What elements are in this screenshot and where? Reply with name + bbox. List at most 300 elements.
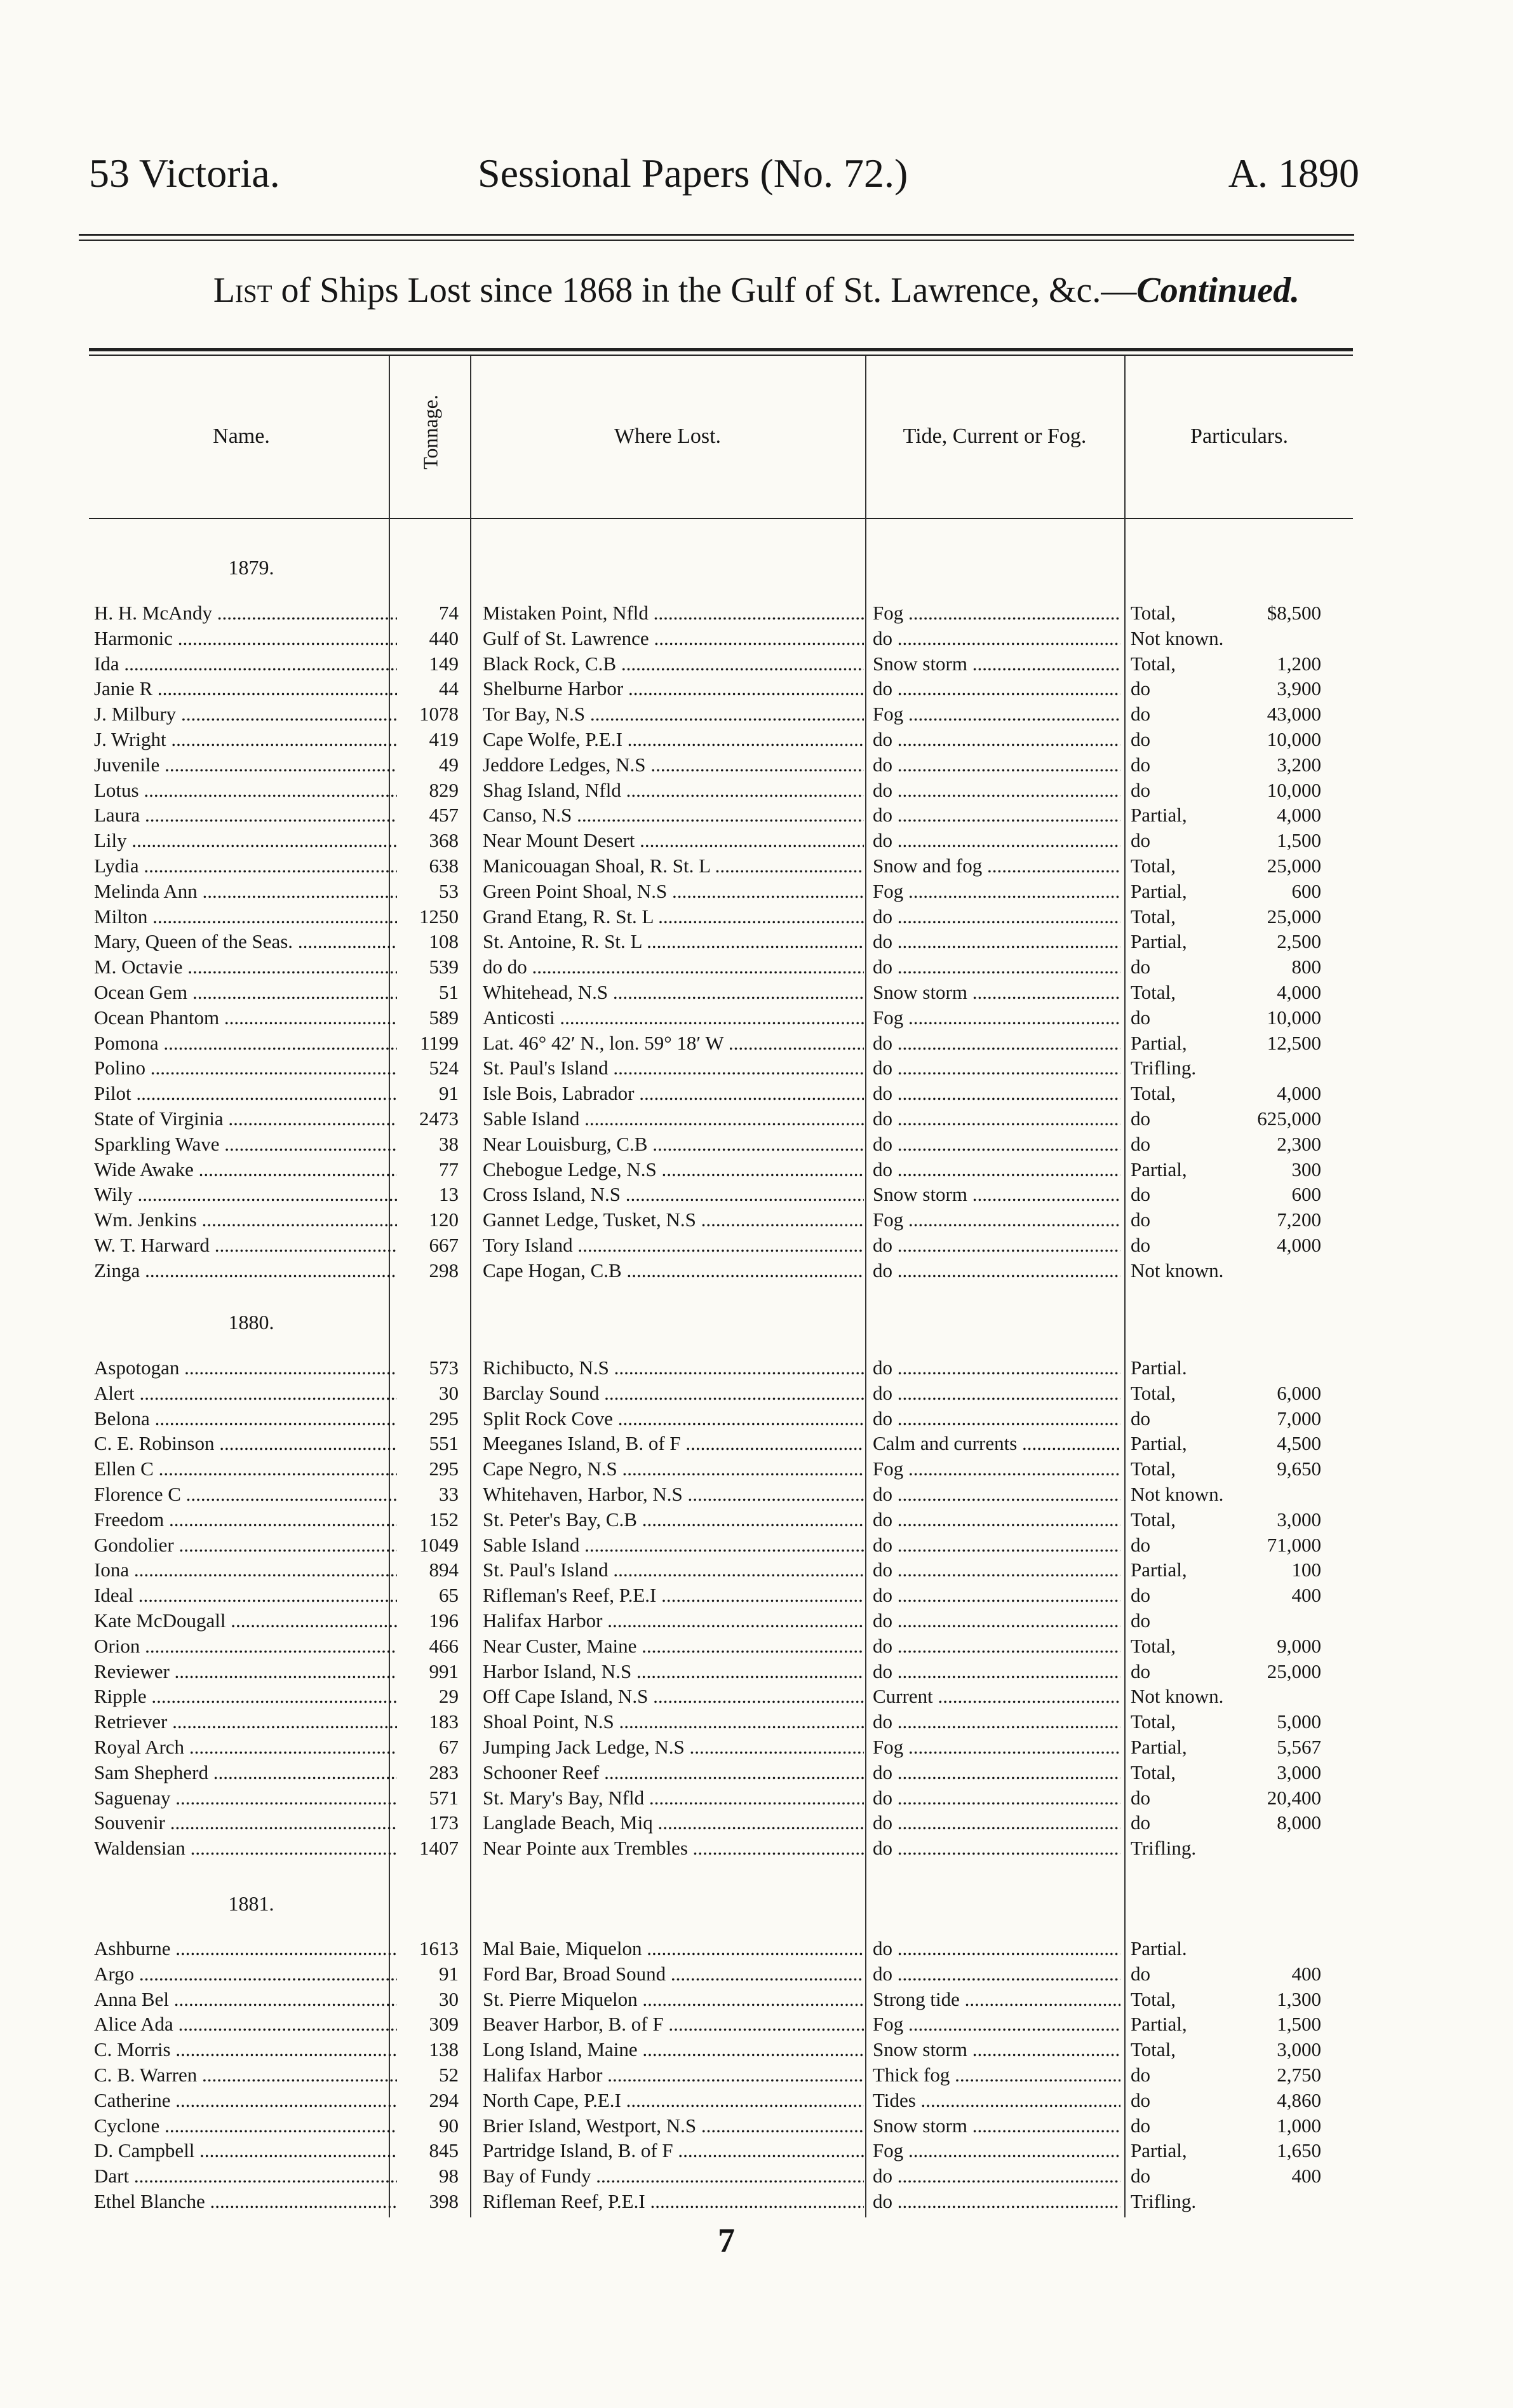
loss-amount: [1194, 929, 1321, 954]
ship-name-text: Cyclone .....: [94, 2114, 397, 2137]
ship-name-text: Ellen C .....: [94, 1458, 397, 1480]
loss-amount: [1194, 2012, 1321, 2037]
loss-amount: [1194, 2113, 1321, 2139]
loss-amount: [1194, 1005, 1321, 1031]
tide-current-fog-text: Fog .....: [873, 1458, 1120, 1480]
particulars-text: do: [1131, 956, 1150, 978]
where-lost: [483, 1258, 864, 1283]
table-row: [0, 626, 1513, 651]
tonnage-text: 298: [429, 1259, 459, 1282]
particulars-text: Partial.: [1131, 1356, 1187, 1379]
loss-amount-text: 2,750: [1277, 2064, 1321, 2086]
loss-amount: [1194, 1634, 1321, 1659]
tide-current-fog: [873, 1482, 1120, 1507]
table-row: [0, 752, 1513, 778]
loss-amount-text: 4,000: [1277, 804, 1321, 826]
tonnage-text: 829: [429, 779, 459, 801]
tide-current-fog-text: do .....: [873, 779, 1120, 801]
tonnage-text: 2473: [419, 1107, 459, 1130]
where-lost-text: Jeddore Ledges, N.S .....: [483, 754, 864, 776]
particulars-text: Not known.: [1131, 1685, 1224, 1707]
table-row: [0, 879, 1513, 904]
table-row: [0, 1132, 1513, 1157]
loss-amount-text: 7,200: [1277, 1208, 1321, 1231]
where-lost: [483, 1987, 864, 2012]
tonnage-text: 894: [429, 1559, 459, 1581]
particulars-text: do: [1131, 2089, 1150, 2111]
particulars: [1131, 1836, 1315, 1861]
ship-name: [94, 778, 397, 803]
loss-amount-text: 300: [1291, 1158, 1321, 1180]
tide-current-fog: [873, 929, 1120, 954]
loss-amount: [1194, 1760, 1321, 1785]
tide-current-fog-text: do .....: [873, 627, 1120, 649]
where-lost-text: Shag Island, Nfld .....: [483, 779, 864, 801]
particulars-text: Partial,: [1131, 1736, 1187, 1758]
tide-current-fog-text: do .....: [873, 905, 1120, 928]
ship-name-text: Lydia .....: [94, 855, 397, 877]
tonnage: [394, 626, 459, 651]
tide-current-fog: [873, 1532, 1120, 1558]
tonnage: [394, 1785, 459, 1811]
loss-amount-text: 2,300: [1277, 1133, 1321, 1155]
loss-amount: [1194, 1132, 1321, 1157]
tonnage-text: 152: [429, 1508, 459, 1531]
table-row: [0, 2062, 1513, 2088]
tide-current-fog-text: Calm and currents .....: [873, 1432, 1120, 1454]
ship-name-text: Mary, Queen of the Seas. .....: [94, 930, 397, 952]
tonnage: [394, 1608, 459, 1634]
tonnage-text: 991: [429, 1660, 459, 1682]
tonnage: [394, 2012, 459, 2037]
where-lost-text: Mistaken Point, Nfld .....: [483, 602, 864, 624]
particulars-text: Partial,: [1131, 1032, 1187, 1054]
loss-amount: [1194, 1583, 1321, 1608]
loss-amount-text: 4,000: [1277, 1082, 1321, 1104]
where-lost: [483, 1055, 864, 1081]
tide-current-fog: [873, 2163, 1120, 2189]
loss-amount-text: 4,860: [1277, 2089, 1321, 2111]
ship-name-text: Gondolier .....: [94, 1534, 397, 1556]
tonnage: [394, 802, 459, 828]
where-lost: [483, 1081, 864, 1106]
particulars-text: Partial.: [1131, 1937, 1187, 1959]
year-heading: 1879.: [228, 556, 274, 579]
particulars-text: Total,: [1131, 1635, 1176, 1657]
tide-current-fog: [873, 1005, 1120, 1031]
particulars-text: do: [1131, 2064, 1150, 2086]
tide-current-fog: [873, 1608, 1120, 1634]
ship-name-text: Iona .....: [94, 1559, 397, 1581]
particulars-text: Partial,: [1131, 2013, 1187, 2035]
ship-name-text: Lily .....: [94, 829, 397, 851]
tonnage: [394, 1157, 459, 1182]
ship-name-text: Polino .....: [94, 1057, 397, 1079]
tonnage-text: 309: [429, 2013, 459, 2035]
tonnage: [394, 1182, 459, 1207]
where-lost-text: Cape Negro, N.S .....: [483, 1458, 864, 1480]
tide-current-fog-text: Fog .....: [873, 2139, 1120, 2161]
ship-name-text: Freedom .....: [94, 1508, 397, 1531]
loss-amount: [1194, 980, 1321, 1005]
tide-current-fog: [873, 1355, 1120, 1381]
particulars-text: Not known.: [1131, 627, 1224, 649]
ship-name-text: Pomona .....: [94, 1032, 397, 1054]
where-lost-text: do do .....: [483, 956, 864, 978]
where-lost: [483, 1031, 864, 1056]
column-header-tide: Tide, Current or Fog.: [903, 424, 1087, 448]
loss-amount: [1194, 2088, 1321, 2113]
loss-amount: [1194, 1157, 1321, 1182]
table-row: [0, 954, 1513, 980]
where-lost-text: Tor Bay, N.S .....: [483, 703, 864, 725]
particulars-text: do: [1131, 1609, 1150, 1632]
tide-current-fog-text: do .....: [873, 1032, 1120, 1054]
loss-amount: [1194, 1987, 1321, 2012]
tide-current-fog: [873, 1031, 1120, 1056]
header-year: A. 1890: [1228, 151, 1359, 196]
tide-current-fog-text: do .....: [873, 1107, 1120, 1130]
loss-amount-text: 9,650: [1277, 1458, 1321, 1480]
header-rule-top: [79, 234, 1354, 236]
ship-name-text: Royal Arch .....: [94, 1736, 397, 1758]
where-lost-text: North Cape, P.E.I .....: [483, 2089, 864, 2111]
where-lost: [483, 853, 864, 879]
particulars-text: do: [1131, 1107, 1150, 1130]
tide-current-fog: [873, 1659, 1120, 1684]
table-row: [0, 2113, 1513, 2139]
tide-current-fog: [873, 626, 1120, 651]
particulars-text: do: [1131, 703, 1150, 725]
particulars: [1131, 1608, 1315, 1634]
tonnage-text: 53: [439, 880, 459, 902]
particulars-text: do: [1131, 1006, 1150, 1029]
particulars: [1131, 1936, 1315, 1961]
where-lost: [483, 1005, 864, 1031]
table-row: [0, 1836, 1513, 1861]
loss-amount-text: 1,500: [1277, 829, 1321, 851]
particulars-text: Total,: [1131, 1508, 1176, 1531]
tonnage-text: 51: [439, 981, 459, 1003]
tonnage: [394, 929, 459, 954]
where-lost: [483, 1785, 864, 1811]
loss-amount: [1194, 2138, 1321, 2163]
tide-current-fog: [873, 600, 1120, 626]
tonnage: [394, 879, 459, 904]
ship-name-text: Anna Bel .....: [94, 1988, 397, 2010]
where-lost-text: Near Louisburg, C.B .....: [483, 1133, 864, 1155]
ship-name: [94, 929, 397, 954]
ship-name-text: Aspotogan .....: [94, 1356, 397, 1379]
ship-name-text: D. Campbell .....: [94, 2139, 397, 2161]
particulars-text: Total,: [1131, 1988, 1176, 2010]
ship-name-text: W. T. Harward .....: [94, 1234, 397, 1256]
particulars-text: do: [1131, 1534, 1150, 1556]
tonnage: [394, 1355, 459, 1381]
loss-amount-text: 4,000: [1277, 1234, 1321, 1256]
where-lost: [483, 752, 864, 778]
particulars: [1131, 2189, 1315, 2214]
ship-name-text: Sparkling Wave .....: [94, 1133, 397, 1155]
table-row: [0, 1258, 1513, 1283]
particulars-text: do: [1131, 1660, 1150, 1682]
particulars-text: Total,: [1131, 1382, 1176, 1404]
loss-amount-text: 400: [1291, 1584, 1321, 1606]
tonnage: [394, 1258, 459, 1283]
ship-name-text: Ocean Gem .....: [94, 981, 397, 1003]
loss-amount: [1194, 2062, 1321, 2088]
loss-amount: [1194, 828, 1321, 853]
tide-current-fog: [873, 1810, 1120, 1836]
tonnage-text: 295: [429, 1458, 459, 1480]
ship-name: [94, 1157, 397, 1182]
loss-amount-text: 5,000: [1277, 1710, 1321, 1733]
particulars-text: Partial,: [1131, 804, 1187, 826]
tonnage: [394, 1055, 459, 1081]
where-lost-text: St. Antoine, R. St. L .....: [483, 930, 864, 952]
ship-name: [94, 701, 397, 727]
particulars-text: Trifling.: [1131, 1057, 1197, 1079]
particulars-text: do: [1131, 2114, 1150, 2137]
loss-amount-text: 10,000: [1267, 1006, 1321, 1029]
tonnage-text: 13: [439, 1183, 459, 1205]
tonnage: [394, 1583, 459, 1608]
tide-current-fog: [873, 1055, 1120, 1081]
tonnage: [394, 2037, 459, 2062]
loss-amount-text: 9,000: [1277, 1635, 1321, 1657]
tonnage: [394, 1634, 459, 1659]
loss-amount: [1194, 1709, 1321, 1735]
loss-amount-text: 3,000: [1277, 2038, 1321, 2060]
tide-current-fog-text: do .....: [873, 1057, 1120, 1079]
where-lost: [483, 954, 864, 980]
table-row: [0, 778, 1513, 803]
where-lost-text: Jumping Jack Ledge, N.S .....: [483, 1736, 864, 1758]
ship-name: [94, 2062, 397, 2088]
table-row: [0, 1760, 1513, 1785]
tide-current-fog: [873, 1961, 1120, 1987]
ship-name: [94, 600, 397, 626]
tonnage-text: 65: [439, 1584, 459, 1606]
tonnage: [394, 1709, 459, 1735]
tide-current-fog-text: do .....: [873, 1811, 1120, 1834]
tide-current-fog-text: Fog .....: [873, 602, 1120, 624]
tonnage: [394, 1233, 459, 1258]
loss-amount: [1194, 1735, 1321, 1760]
where-lost-text: Lat. 46° 42′ N., lon. 59° 18′ W .....: [483, 1032, 864, 1054]
tide-current-fog: [873, 701, 1120, 727]
particulars-text: Partial,: [1131, 1559, 1187, 1581]
ship-name: [94, 1106, 397, 1132]
tide-current-fog: [873, 1760, 1120, 1785]
where-lost-text: Halifax Harbor .....: [483, 1609, 864, 1632]
tonnage: [394, 904, 459, 930]
ship-name: [94, 2163, 397, 2189]
where-lost: [483, 1431, 864, 1456]
ship-name-text: Retriever .....: [94, 1710, 397, 1733]
tonnage: [394, 1961, 459, 1987]
ship-name-text: Argo .....: [94, 1963, 397, 1985]
tonnage: [394, 1381, 459, 1406]
where-lost: [483, 2189, 864, 2214]
ship-name: [94, 904, 397, 930]
tonnage-text: 539: [429, 956, 459, 978]
tide-current-fog-text: do .....: [873, 1660, 1120, 1682]
loss-amount: [1194, 1207, 1321, 1233]
ship-name-text: Wide Awake .....: [94, 1158, 397, 1180]
loss-amount-text: 10,000: [1267, 779, 1321, 801]
ship-name-text: Wily .....: [94, 1183, 397, 1205]
loss-amount-text: 4,500: [1277, 1432, 1321, 1454]
where-lost: [483, 2163, 864, 2189]
tide-current-fog: [873, 879, 1120, 904]
tonnage: [394, 1081, 459, 1106]
particulars-text: Partial,: [1131, 1158, 1187, 1180]
tonnage-text: 1078: [419, 703, 459, 725]
ship-name: [94, 1482, 397, 1507]
particulars-text: do: [1131, 1208, 1150, 1231]
where-lost-text: Off Cape Island, N.S .....: [483, 1685, 864, 1707]
loss-amount-text: 25,000: [1267, 855, 1321, 877]
particulars-text: Total,: [1131, 602, 1176, 624]
tonnage-text: 1250: [419, 905, 459, 928]
loss-amount-text: 25,000: [1267, 1660, 1321, 1682]
tonnage: [394, 1557, 459, 1583]
loss-amount: [1194, 701, 1321, 727]
tonnage: [394, 1936, 459, 1961]
table-row: [0, 1355, 1513, 1381]
table-row: [0, 904, 1513, 930]
tonnage: [394, 828, 459, 853]
tonnage: [394, 2163, 459, 2189]
tide-current-fog: [873, 1106, 1120, 1132]
ship-name-text: Ocean Phantom .....: [94, 1006, 397, 1029]
table-row: [0, 1583, 1513, 1608]
where-lost: [483, 1233, 864, 1258]
tide-current-fog-text: Fog .....: [873, 880, 1120, 902]
tide-current-fog: [873, 1406, 1120, 1431]
table-row: [0, 1987, 1513, 2012]
loss-amount: [1194, 802, 1321, 828]
tonnage-text: 398: [429, 2190, 459, 2212]
tide-current-fog: [873, 1258, 1120, 1283]
where-lost: [483, 626, 864, 651]
tonnage: [394, 1207, 459, 1233]
where-lost: [483, 1132, 864, 1157]
particulars-text: do: [1131, 1234, 1150, 1256]
where-lost-text: Whitehead, N.S .....: [483, 981, 864, 1003]
loss-amount-text: 1,500: [1277, 2013, 1321, 2035]
table-row: [0, 1005, 1513, 1031]
tide-current-fog: [873, 954, 1120, 980]
particulars-text: Not known.: [1131, 1259, 1224, 1282]
ship-name-text: Orion .....: [94, 1635, 397, 1657]
tide-current-fog-text: Snow and fog .....: [873, 855, 1120, 877]
loss-amount: [1194, 1456, 1321, 1482]
tide-current-fog: [873, 1381, 1120, 1406]
where-lost: [483, 2113, 864, 2139]
table-row: [0, 1482, 1513, 1507]
where-lost-text: Long Island, Maine .....: [483, 2038, 864, 2060]
tonnage: [394, 651, 459, 677]
tide-current-fog: [873, 2012, 1120, 2037]
where-lost: [483, 2088, 864, 2113]
where-lost: [483, 600, 864, 626]
tide-current-fog: [873, 1182, 1120, 1207]
tide-current-fog-text: do .....: [873, 1559, 1120, 1581]
tonnage-text: 440: [429, 627, 459, 649]
tide-current-fog: [873, 1557, 1120, 1583]
ship-name: [94, 1355, 397, 1381]
loss-amount: [1194, 600, 1321, 626]
tide-current-fog: [873, 2088, 1120, 2113]
particulars-text: Partial,: [1131, 2139, 1187, 2161]
tide-current-fog: [873, 1507, 1120, 1532]
loss-amount: [1194, 1785, 1321, 1811]
ship-name-text: Reviewer .....: [94, 1660, 397, 1682]
tonnage: [394, 2189, 459, 2214]
table-row: [0, 2012, 1513, 2037]
where-lost: [483, 1507, 864, 1532]
where-lost: [483, 802, 864, 828]
particulars-text: Total,: [1131, 855, 1176, 877]
ship-name-text: Florence C .....: [94, 1483, 397, 1505]
ship-name-text: Pilot .....: [94, 1082, 397, 1104]
where-lost: [483, 1936, 864, 1961]
tonnage: [394, 2138, 459, 2163]
where-lost: [483, 676, 864, 701]
particulars-text: Total,: [1131, 2038, 1176, 2060]
loss-amount: [1194, 1507, 1321, 1532]
particulars-text: Partial,: [1131, 930, 1187, 952]
tonnage-text: 120: [429, 1208, 459, 1231]
tide-current-fog-text: do .....: [873, 1407, 1120, 1430]
table-row: [0, 1406, 1513, 1431]
tonnage: [394, 1106, 459, 1132]
ship-name: [94, 2113, 397, 2139]
particulars-text: Trifling.: [1131, 2190, 1197, 2212]
where-lost-text: Green Point Shoal, N.S .....: [483, 880, 864, 902]
ship-name: [94, 1709, 397, 1735]
ship-name: [94, 1031, 397, 1056]
where-lost: [483, 1557, 864, 1583]
tide-current-fog-text: do .....: [873, 1609, 1120, 1632]
where-lost-text: Tory Island .....: [483, 1234, 864, 1256]
header-rule-bottom: [79, 240, 1354, 241]
tonnage: [394, 752, 459, 778]
tide-current-fog-text: do .....: [873, 1963, 1120, 1985]
tonnage-text: 589: [429, 1006, 459, 1029]
tide-current-fog: [873, 980, 1120, 1005]
particulars-text: do: [1131, 1584, 1150, 1606]
tide-current-fog-text: do .....: [873, 1837, 1120, 1859]
loss-amount-text: 1,300: [1277, 1988, 1321, 2010]
loss-amount-text: 400: [1291, 2165, 1321, 2187]
tonnage: [394, 1760, 459, 1785]
ship-name-text: H. H. McAndy .....: [94, 602, 397, 624]
ship-name-text: Alice Ada .....: [94, 2013, 397, 2035]
tide-current-fog: [873, 2037, 1120, 2062]
where-lost: [483, 2037, 864, 2062]
particulars-text: Total,: [1131, 1082, 1176, 1104]
where-lost-text: Shoal Point, N.S .....: [483, 1710, 864, 1733]
ship-name: [94, 1456, 397, 1482]
ship-name-text: Catherine .....: [94, 2089, 397, 2111]
loss-amount: [1194, 1233, 1321, 1258]
tonnage-text: 283: [429, 1761, 459, 1783]
ship-name-text: Ida .....: [94, 653, 397, 675]
column-header-name: Name.: [213, 424, 270, 448]
